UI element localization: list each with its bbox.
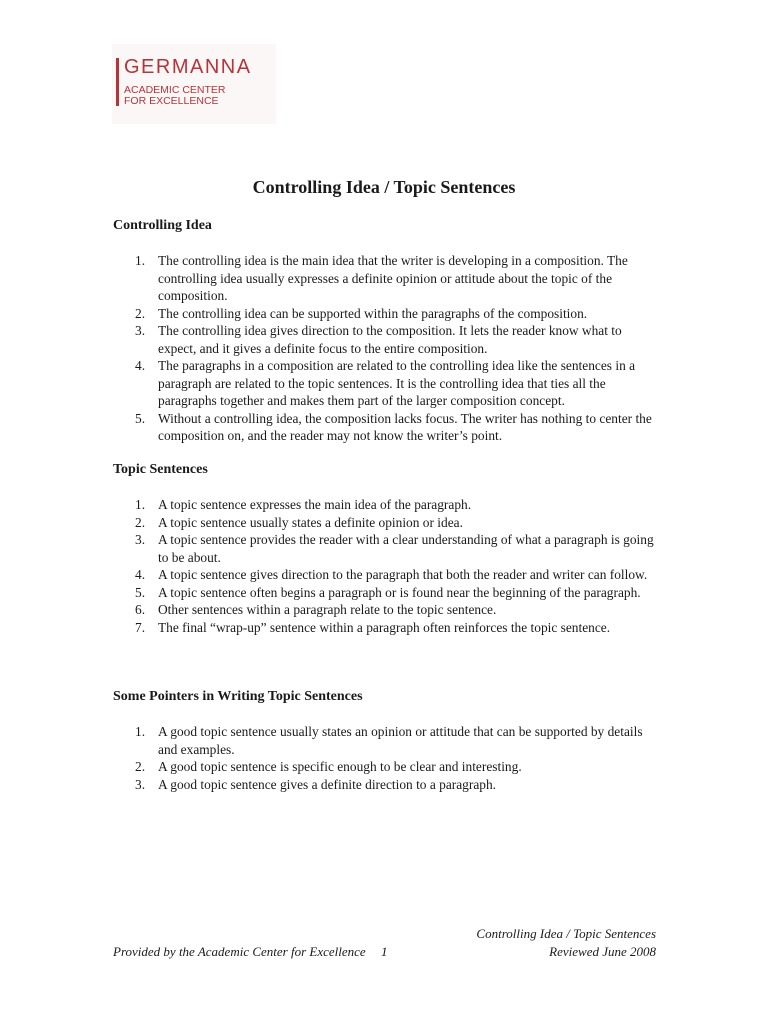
list-item-text: The paragraphs in a composition are related to the controlling idea like the sentences in a paragraph are related to the topic sentences. It is the controlling idea that ties all the paragraphs together and makes them part of the larger composition concept. [158, 358, 636, 408]
list-number: 7. [135, 619, 146, 635]
list-item [113, 410, 658, 445]
list-number: 6. [135, 602, 146, 617]
list-number: 2. [135, 759, 146, 774]
footer-page-number: 1 [381, 944, 388, 959]
list-item [113, 357, 658, 410]
logo-accent-bar [116, 58, 119, 106]
list-number: 5. [135, 410, 146, 426]
list-item-text: A topic sentence often begins a paragraph or is found near the beginning of the paragraph. [158, 584, 641, 600]
controlling-idea-list [113, 252, 658, 445]
logo-name: GERMANNA [124, 56, 252, 78]
list-item [113, 514, 658, 532]
list-item-text: A topic sentence gives direction to the paragraph that both the reader and writer can follow. [158, 567, 648, 582]
list-number: 2. [135, 514, 146, 530]
list-number: 1. [135, 724, 146, 739]
list-item-text: A topic sentence usually states a definite opinion or idea. [158, 514, 463, 530]
list-item [113, 566, 658, 584]
list-number: 2. [135, 305, 146, 321]
list-item-text: The final “wrap-up” sentence within a paragraph often reinforces the topic sentence. [158, 619, 611, 635]
list-item [113, 758, 658, 776]
list-number: 3. [135, 323, 146, 338]
topic-sentences-list [113, 496, 658, 636]
list-item [113, 305, 658, 323]
logo-subtitle-line2: FOR EXCELLENCE [124, 95, 219, 107]
footer-provided-by: Provided by the Academic Center for Excellence [113, 944, 366, 959]
footer-document-name: Controlling Idea / Topic Sentences [476, 926, 656, 941]
list-number: 1. [135, 253, 146, 268]
list-item [113, 619, 658, 637]
list-number: 3. [135, 532, 146, 547]
section-heading-controlling-idea: Controlling Idea [113, 218, 212, 233]
list-item-text: The controlling idea gives direction to the composition. It lets the reader know what to expect, and it gives a definite focus to the entire composition. [158, 323, 622, 356]
germanna-logo [112, 44, 276, 124]
list-item [113, 496, 658, 514]
list-number: 4. [135, 358, 146, 373]
list-item-text: Without a controlling idea, the composition lacks focus. The writer has nothing to center the composition on, and the reader may not know the writer’s point. [158, 410, 652, 443]
list-item [113, 723, 658, 758]
list-item-text: Other sentences within a paragraph relate to the topic sentence. [158, 602, 497, 617]
list-number: 5. [135, 584, 146, 600]
list-item-text: The controlling idea can be supported within the paragraphs of the composition. [158, 305, 588, 321]
list-item-text: The controlling idea is the main idea that the writer is developing in a composition. The controlling idea usually expresses a definite opinion or attitude about the topic of the composition. [158, 253, 628, 303]
list-item-text: A good topic sentence is specific enough to be clear and interesting. [158, 759, 522, 774]
list-item-text: A topic sentence expresses the main idea of the paragraph. [158, 497, 472, 512]
list-item [113, 322, 658, 357]
list-item [113, 776, 658, 794]
list-item [113, 601, 658, 619]
list-number: 1. [135, 497, 146, 512]
list-number: 4. [135, 567, 146, 582]
list-item [113, 252, 658, 305]
list-item-text: A topic sentence provides the reader with a clear understanding of what a paragraph is going to be about. [158, 532, 654, 565]
logo-subtitle-line1: ACADEMIC CENTER [124, 84, 226, 96]
pointers-list [113, 723, 658, 793]
section-heading-topic-sentences: Topic Sentences [113, 462, 208, 477]
list-item [113, 584, 658, 602]
footer-reviewed-date: Reviewed June 2008 [549, 944, 656, 959]
section-heading-pointers: Some Pointers in Writing Topic Sentences [113, 689, 363, 704]
list-item [113, 531, 658, 566]
list-item-text: A good topic sentence usually states an opinion or attitude that can be supported by details and examples. [158, 724, 643, 757]
document-title: Controlling Idea / Topic Sentences [252, 177, 516, 197]
list-item-text: A good topic sentence gives a definite direction to a paragraph. [158, 776, 496, 792]
list-number: 3. [135, 776, 146, 792]
